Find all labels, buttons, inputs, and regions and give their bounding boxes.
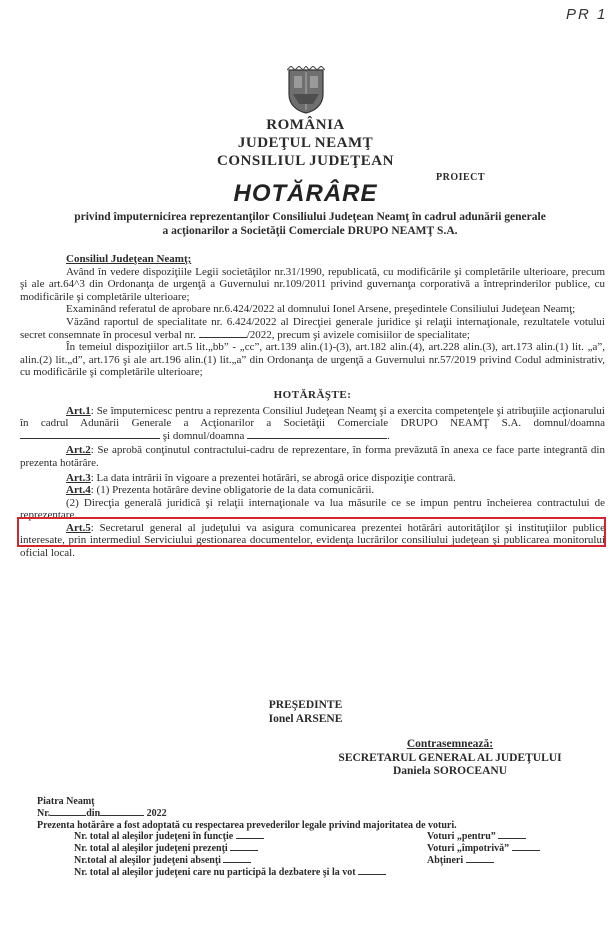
document-body	[20, 253, 605, 560]
president-signature-block	[0, 698, 611, 726]
project-label: PROIECT	[436, 172, 486, 183]
preamble-enabling-provisions: În temeiul dispoziţiilor art.5 lit.„bb” - „cc”, art.139 alin.(1)-(3), art.182 alin.(4), art.228 alin.(3), art.173 alin.(1) lit. „a”, alin.(2) lit.„d”, art.176 şi ale art.196 alin.(1) lit.„a” din Ordonanţa de urgenţă a Guvernului nr.57/2019 privind Codul administrativ, cu modificările şi completările ulterioare;	[20, 341, 605, 379]
countersign-label: Contrasemnează:	[406, 738, 494, 750]
article-3: Art.3: La data intrării în vigoare a prezentei hotărâri, se abrogă orice dispoziţie contrară.	[66, 471, 456, 484]
adoption-footer	[37, 796, 597, 879]
corner-stamp: PR 1	[566, 6, 608, 23]
council-name: CONSILIUL JUDEŢEAN	[217, 153, 394, 169]
vote-row-1: Nr. total al aleşilor judeţeni în funcţie Voturi „pentru”	[37, 831, 597, 843]
document-subtitle: privind împuternicirea reprezentanţilor Consiliului Judeţean Neamţ în cadrul adunării generale a acţionarilor a Societăţii Comerciale DRUPO NEAMŢ S.A.	[74, 211, 546, 237]
place-name: Piatra Neamţ	[37, 796, 95, 807]
county-name: JUDEŢUL NEAMŢ	[237, 135, 374, 151]
number-date-line: Nr. din 2022	[37, 807, 167, 819]
president-title: PREŞEDINTE	[268, 699, 343, 711]
preamble-legal-basis: Având în vedere dispoziţiile Legii societăţilor nr.31/1990, republicată, cu modificările şi completările ulterioare, precum şi ale art.64^3 din Ordonanţa de urgenţă a Guvernului nr.109/2011 privind guvernanţa corporativă a întreprinderilor publice, cu modificările şi completările ulterioare;	[20, 265, 605, 303]
addressee: Consiliul Judeţean Neamţ;	[66, 253, 192, 265]
adoption-note: Prezenta hotărâre a fost adoptată cu respectarea prevederilor legale privind majoritatea de voturi.	[37, 819, 457, 831]
vote-row-3: Nr.total al aleşilor judeţeni absenţi Abţineri	[37, 855, 597, 867]
article-1: Art.1: Se împuternicesc pentru a reprezenta Consiliul Judeţean Neamţ şi a exercita competenţele şi atribuţiile acţionarului în cadrul Adunării Generale a Acţionarilor a Societăţii Comerciale DRUPO NEAMŢ S.A. domnul/doamna şi domnul/doamna .	[20, 404, 605, 442]
vote-row-2: Nr. total al aleşilor judeţeni prezenţi Voturi „împotrivă”	[37, 843, 597, 855]
article-4-paragraph-2: (2) Direcţia generală juridică şi relaţii internaţionale va lua măsurile ce se impun pentru încheierea contractului de reprezentare.	[20, 496, 605, 522]
vote-row-4: Nr. total al aleşilor judeţeni care nu participă la dezbatere şi la vot	[37, 867, 597, 879]
article-5: Art.5: Secretarul general al judeţului va asigura comunicarea prezentei hotărâri autorităţilor şi instituţiilor publice interesate, prin intermediul Serviciului gestionarea documentelor, evidenţa lucrărilor consiliului judeţean şi publicarea monitorului oficial local.	[20, 521, 605, 560]
preamble-report: Văzând raportul de specialitate nr. 6.424/2022 al Direcţiei generale juridice şi relaţii internaţionale, rezultatele votului secret consemnate în procesul verbal nr. /2022, precum şi avizele comisiilor de specialitate;	[20, 315, 605, 341]
secretary-name: Daniela SOROCEANU	[392, 765, 508, 777]
preamble-referral: Examinând referatul de aprobare nr.6.424/2022 al domnului Ionel Arsene, preşedintele Consiliului Judeţean Neamţ;	[66, 303, 576, 316]
secretary-title: SECRETARUL GENERAL AL JUDEŢULUI	[338, 751, 562, 764]
decides-heading: HOTĂRĂŞTE:	[273, 388, 352, 401]
secretary-signature-block	[300, 738, 600, 779]
president-name: Ionel ARSENE	[268, 713, 343, 725]
article-2: Art.2: Se aprobă conţinutul contractului-cadru de reprezentare, în forma prevăzută în anexa ce face parte integrantă din prezenta hotărâre.	[20, 444, 605, 469]
country-name: ROMÂNIA	[266, 117, 345, 133]
article-4-paragraph-1: Art.4: (1) Prezenta hotărâre devine obligatorie de la data comunicării.	[66, 484, 375, 497]
county-coat-of-arms-icon	[287, 66, 325, 114]
article-2-highlight-box	[17, 517, 606, 547]
document-title: HOTĂRÂRE	[233, 180, 378, 207]
